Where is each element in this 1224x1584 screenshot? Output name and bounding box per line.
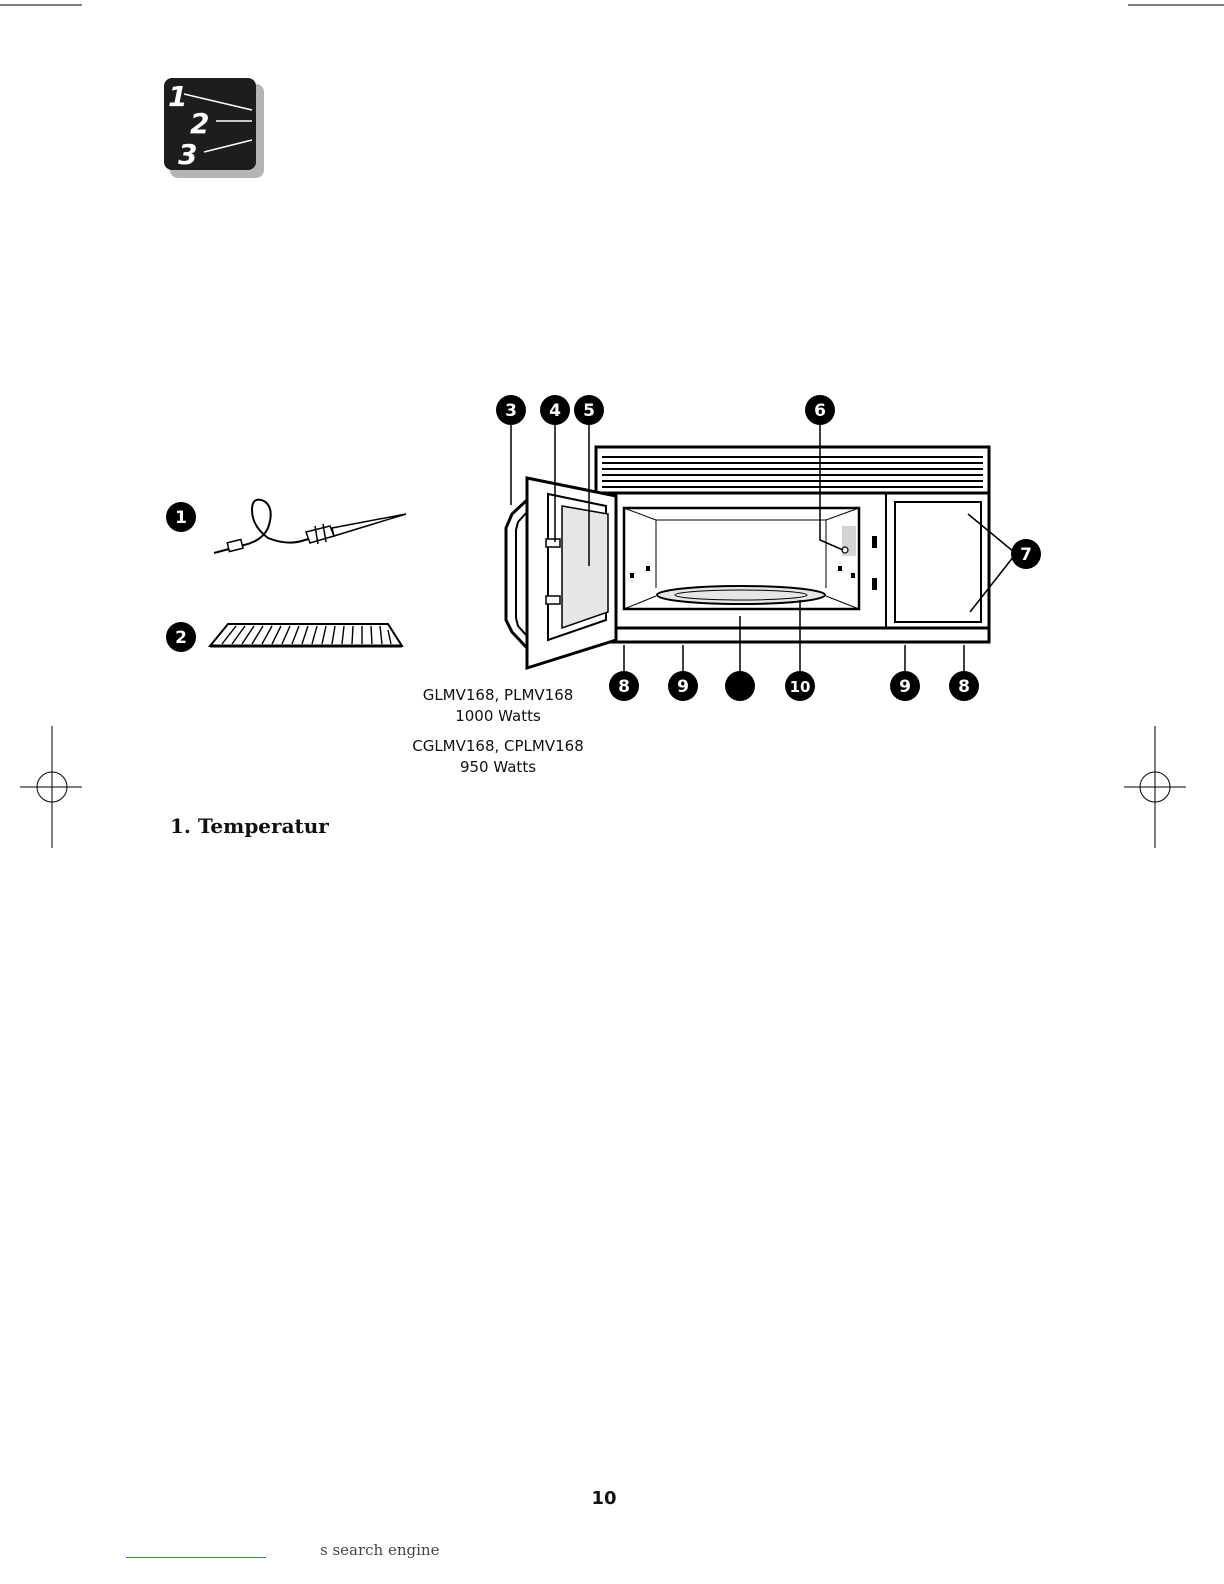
model-power: 1000 Watts	[455, 707, 541, 725]
logo-number-2: 2	[190, 107, 210, 140]
model-caption-2	[398, 736, 598, 778]
footer-text: s search engine	[320, 1541, 440, 1559]
cooking-rack-icon	[210, 624, 402, 646]
callout-1	[166, 502, 196, 532]
temperature-probe-icon	[214, 500, 406, 553]
microwave-oven-icon	[506, 447, 989, 668]
callout-8-right-label: 8	[958, 677, 970, 697]
model-name: CGLMV168, CPLMV168	[412, 737, 584, 755]
callout-blank	[725, 671, 755, 701]
callout-9-left-label: 9	[677, 677, 689, 697]
callout-3	[496, 395, 526, 425]
callout-9-left	[668, 671, 698, 701]
footer-link[interactable]	[126, 1557, 266, 1558]
callout-3-label: 3	[505, 401, 517, 421]
callout-5	[574, 395, 604, 425]
callout-5-label: 5	[583, 401, 595, 421]
callout-2-label: 2	[175, 628, 187, 648]
callout-7	[1011, 539, 1041, 569]
callout-6	[805, 395, 835, 425]
model-name: GLMV168, PLMV168	[422, 686, 574, 704]
callout-4-label: 4	[549, 401, 561, 421]
callout-2	[166, 622, 196, 652]
callout-8-left	[609, 671, 639, 701]
callout-10	[785, 671, 815, 701]
callout-1-label: 1	[175, 508, 187, 528]
callout-7-label: 7	[1020, 545, 1032, 565]
page-number: 10	[591, 1488, 617, 1509]
callout-9-right-label: 9	[899, 677, 911, 697]
callout-9-right	[890, 671, 920, 701]
logo-number-3: 3	[178, 138, 198, 171]
callout-6-label: 6	[814, 401, 826, 421]
model-caption-1	[398, 685, 598, 727]
section-heading: 1. Temperatur	[170, 814, 329, 838]
callout-8-left-label: 8	[618, 677, 630, 697]
callout-4	[540, 395, 570, 425]
callout-8-right	[949, 671, 979, 701]
callout-10-label: 10	[789, 678, 811, 696]
model-power: 950 Watts	[459, 758, 537, 776]
logo-number-1: 1	[168, 80, 188, 113]
